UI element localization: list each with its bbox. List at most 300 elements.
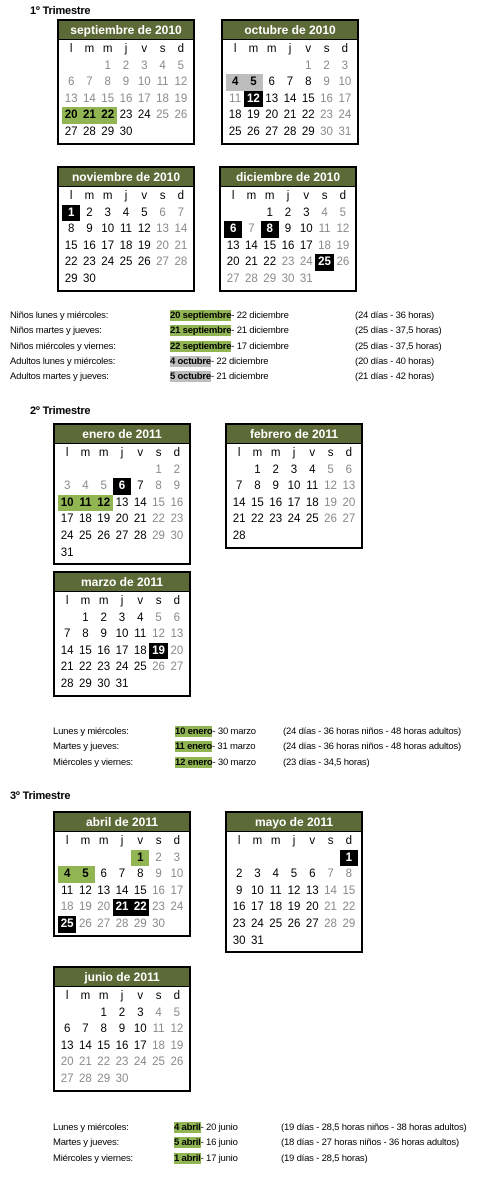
empty-day-cell xyxy=(58,1005,76,1022)
day-cell: 19 xyxy=(79,901,92,914)
schedule-row xyxy=(10,310,490,324)
weekday-header: j xyxy=(292,447,296,459)
day-cell: 6 xyxy=(309,868,316,881)
day-cell: 16 xyxy=(152,884,165,897)
day-cell: 20 xyxy=(265,109,279,122)
day-cell: 17 xyxy=(137,92,151,105)
day-cell: 5 xyxy=(290,868,298,881)
day-cell: 18 xyxy=(156,92,169,105)
day-cell: 12 xyxy=(95,495,113,512)
day-cell: 9 xyxy=(284,223,292,236)
section-title-3: 3º Trimestre xyxy=(10,790,71,802)
weekday-header: m xyxy=(80,835,91,847)
day-cell: 31 xyxy=(60,546,74,559)
day-cell: 24 xyxy=(137,109,151,122)
day-cell: 24 xyxy=(299,256,313,269)
day-cell: 14 xyxy=(79,1039,92,1052)
schedule-label: Martes y jueves: xyxy=(53,1137,119,1149)
day-cell: 12 xyxy=(79,884,92,897)
day-cell: 7 xyxy=(63,628,71,641)
calendar-title: octubre de 2010 xyxy=(223,21,357,40)
schedule-range xyxy=(174,1122,238,1133)
calendar-grid xyxy=(55,592,189,695)
weekday-header: v xyxy=(137,835,144,847)
schedule-row xyxy=(53,1153,504,1167)
day-cell: 11 xyxy=(120,223,132,236)
day-cell: 28 xyxy=(324,917,337,930)
day-cell: 11 xyxy=(269,884,282,897)
day-cell: 27 xyxy=(305,917,319,930)
day-cell: 7 xyxy=(286,76,294,89)
day-cell: 9 xyxy=(86,223,93,236)
day-cell: 19 xyxy=(247,109,260,122)
empty-day-cell xyxy=(242,205,260,222)
weekday-header: j xyxy=(292,835,296,847)
day-cell: 3 xyxy=(141,59,148,72)
day-cell: 7 xyxy=(177,206,185,219)
weekday-header: m xyxy=(266,43,277,55)
day-cell: 24 xyxy=(101,256,115,269)
day-cell: 26 xyxy=(324,513,337,526)
end-date: - 30 marzo xyxy=(212,756,256,768)
day-cell: 8 xyxy=(137,868,144,881)
day-cell: 23 xyxy=(119,109,133,122)
day-cell: 27 xyxy=(115,529,129,542)
day-cell: 14 xyxy=(115,884,129,897)
weekday-header: s xyxy=(321,190,328,202)
day-cell: 18 xyxy=(318,239,331,252)
day-cell: 12 xyxy=(152,628,165,641)
day-cell: 10 xyxy=(170,868,184,881)
schedule-row xyxy=(53,1122,504,1136)
day-cell: 31 xyxy=(299,272,313,285)
weekday-header: l xyxy=(69,190,73,202)
weekday-header: v xyxy=(309,447,316,459)
day-cell: 26 xyxy=(170,1056,184,1069)
day-cell: 13 xyxy=(97,884,111,897)
day-cell: 30 xyxy=(232,934,246,947)
schedule-note: (24 días - 36 horas) xyxy=(355,310,434,321)
day-cell: 19 xyxy=(137,239,151,252)
day-cell: 29 xyxy=(342,917,356,930)
day-cell: 11 xyxy=(318,223,331,236)
weekday-header: m xyxy=(252,835,263,847)
calendar-grid xyxy=(221,187,355,290)
empty-day-cell xyxy=(58,610,76,627)
empty-day-cell xyxy=(58,850,76,867)
calendar-grid xyxy=(227,832,361,951)
start-date-highlight: 12 enero xyxy=(175,756,213,768)
day-cell: 25 xyxy=(269,917,283,930)
day-cell: 2 xyxy=(118,1006,126,1019)
day-cell: 16 xyxy=(115,1039,129,1052)
day-cell: 4 xyxy=(137,611,144,624)
day-cell: 11 xyxy=(61,884,74,897)
day-cell: 7 xyxy=(235,480,243,493)
calendar-title: febrero de 2011 xyxy=(227,425,361,444)
day-cell: 12 xyxy=(287,884,301,897)
weekday-header: m xyxy=(246,190,257,202)
weekday-header: j xyxy=(120,990,124,1002)
day-cell: 2 xyxy=(155,851,162,864)
day-cell: 15 xyxy=(301,92,315,105)
weekday-header: j xyxy=(124,190,128,202)
weekday-header: v xyxy=(309,835,316,847)
day-cell: 13 xyxy=(226,239,240,252)
section-title-1: 1º Trimestre xyxy=(30,5,91,17)
day-cell: 15 xyxy=(101,92,115,105)
day-cell: 29 xyxy=(301,125,315,138)
day-cell: 4 xyxy=(321,206,328,219)
day-cell: 14 xyxy=(133,496,147,509)
weekday-header: v xyxy=(305,43,312,55)
day-cell: 18 xyxy=(269,901,283,914)
day-cell: 29 xyxy=(101,125,115,138)
schedule-range xyxy=(170,310,289,321)
day-cell: 22 xyxy=(99,107,117,124)
day-cell: 3 xyxy=(303,206,310,219)
day-cell: 22 xyxy=(263,256,277,269)
day-cell: 2 xyxy=(173,463,181,476)
day-cell: 24 xyxy=(133,1056,147,1069)
day-cell: 19 xyxy=(287,901,301,914)
day-cell: 21 xyxy=(245,256,258,269)
day-cell: 22 xyxy=(79,661,92,674)
day-cell: 2 xyxy=(235,868,243,881)
day-cell: 9 xyxy=(235,884,243,897)
day-cell: 3 xyxy=(63,480,71,493)
day-cell: 27 xyxy=(342,513,356,526)
day-cell: 24 xyxy=(115,661,129,674)
day-cell: 20 xyxy=(62,107,80,124)
day-cell: 1 xyxy=(131,850,149,867)
day-cell: 23 xyxy=(320,109,333,122)
day-cell: 4 xyxy=(309,463,316,476)
day-cell: 2 xyxy=(100,611,107,624)
day-cell: 29 xyxy=(133,917,147,930)
day-cell: 17 xyxy=(60,513,74,526)
weekday-header: s xyxy=(323,43,330,55)
empty-day-cell xyxy=(95,462,113,479)
day-cell: 20 xyxy=(97,901,111,914)
empty-day-cell xyxy=(303,850,321,867)
day-cell: 7 xyxy=(137,480,144,493)
weekday-header: d xyxy=(173,447,181,459)
day-cell: 18 xyxy=(152,1039,165,1052)
day-cell: 26 xyxy=(287,917,301,930)
day-cell: 26 xyxy=(336,256,350,269)
weekday-header: m xyxy=(264,190,275,202)
day-cell: 3 xyxy=(118,611,126,624)
day-cell: 11 xyxy=(229,92,242,105)
day-cell: 21 xyxy=(60,661,74,674)
day-cell: 9 xyxy=(272,480,279,493)
day-cell: 8 xyxy=(254,480,261,493)
day-cell: 12 xyxy=(324,480,337,493)
weekday-header: s xyxy=(155,595,162,607)
calendar-junio-2011 xyxy=(53,966,191,1092)
schedule-label: Adultos lunes y miércoles: xyxy=(10,355,116,367)
weekday-header: d xyxy=(345,447,353,459)
schedule-range xyxy=(170,325,289,336)
weekday-header: d xyxy=(177,190,185,202)
day-cell: 10 xyxy=(251,884,264,897)
day-cell: 27 xyxy=(64,125,78,138)
empty-day-cell xyxy=(62,58,80,75)
schedule-row xyxy=(53,726,504,740)
weekday-header: d xyxy=(173,990,181,1002)
weekday-header: s xyxy=(159,190,166,202)
day-cell: 2 xyxy=(122,59,130,72)
day-cell: 14 xyxy=(60,644,74,657)
calendar-grid xyxy=(223,40,357,143)
weekday-header: j xyxy=(124,43,128,55)
day-cell: 31 xyxy=(115,677,129,690)
empty-day-cell xyxy=(244,58,262,75)
empty-day-cell xyxy=(321,850,339,867)
day-cell: 12 xyxy=(170,1023,184,1036)
empty-day-cell xyxy=(226,58,244,75)
calendar-enero-2011 xyxy=(53,423,191,565)
day-cell: 25 xyxy=(305,513,319,526)
schedule-label: Lunes y miércoles: xyxy=(53,726,129,737)
day-cell: 7 xyxy=(82,1023,89,1036)
schedule-row xyxy=(10,325,490,339)
day-cell: 5 xyxy=(100,480,107,493)
weekday-header: l xyxy=(237,835,241,847)
day-cell: 10 xyxy=(58,495,76,512)
day-cell: 4 xyxy=(272,868,279,881)
end-date: - 17 junio xyxy=(200,1152,238,1164)
day-cell: 28 xyxy=(83,125,96,138)
day-cell: 27 xyxy=(156,256,169,269)
day-cell: 23 xyxy=(281,256,295,269)
end-date: - 30 marzo xyxy=(212,726,256,737)
calendar-febrero-2011 xyxy=(225,423,363,549)
day-cell: 16 xyxy=(281,239,295,252)
day-cell: 21 xyxy=(79,1056,92,1069)
day-cell: 27 xyxy=(226,272,240,285)
end-date: - 31 marzo xyxy=(211,741,256,753)
day-cell: 14 xyxy=(283,92,297,105)
weekday-header: j xyxy=(288,43,292,55)
day-cell: 5 xyxy=(177,59,185,72)
calendar-mayo-2011 xyxy=(225,811,363,953)
day-cell: 21 xyxy=(133,513,147,526)
day-cell: 4 xyxy=(155,1006,162,1019)
weekday-header: s xyxy=(155,990,162,1002)
schedule-note: (24 días - 36 horas niños - 48 horas adultos) xyxy=(283,741,461,753)
day-cell: 20 xyxy=(60,1056,74,1069)
day-cell: 16 xyxy=(269,496,283,509)
day-cell: 30 xyxy=(152,917,165,930)
schedule-label: Niños miércoles y viernes: xyxy=(10,340,116,352)
schedule-label: Niños martes y jueves: xyxy=(10,325,102,337)
day-cell: 1 xyxy=(104,59,111,72)
day-cell: 8 xyxy=(104,76,111,89)
day-cell: 21 xyxy=(283,109,297,122)
day-cell: 13 xyxy=(305,884,319,897)
weekday-header: m xyxy=(80,447,91,459)
day-cell: 21 xyxy=(174,239,188,252)
day-cell: 12 xyxy=(137,223,151,236)
schedule-note: (19 días - 28,5 horas) xyxy=(281,1152,368,1164)
weekday-header: m xyxy=(248,43,259,55)
day-cell: 10 xyxy=(287,480,301,493)
day-cell: 29 xyxy=(97,1072,111,1085)
day-cell: 29 xyxy=(152,529,165,542)
day-cell: 16 xyxy=(119,92,133,105)
weekday-header: m xyxy=(98,990,109,1002)
day-cell: 8 xyxy=(261,221,279,238)
schedule-row xyxy=(10,356,490,370)
day-cell: 4 xyxy=(58,866,76,883)
empty-day-cell xyxy=(281,58,299,75)
calendar-grid xyxy=(55,444,189,563)
day-cell: 25 xyxy=(133,661,147,674)
day-cell: 20 xyxy=(226,256,240,269)
schedule-range xyxy=(175,757,256,768)
schedule-label: Miércoles y viernes: xyxy=(53,756,133,768)
day-cell: 15 xyxy=(97,1039,111,1052)
day-cell: 30 xyxy=(97,677,111,690)
day-cell: 6 xyxy=(63,1023,71,1036)
day-cell: 1 xyxy=(155,463,162,476)
day-cell: 15 xyxy=(342,884,356,897)
empty-day-cell xyxy=(263,58,281,75)
day-cell: 15 xyxy=(133,884,147,897)
empty-day-cell xyxy=(76,462,94,479)
end-date: - 16 junio xyxy=(200,1137,238,1149)
day-cell: 8 xyxy=(82,628,89,641)
empty-day-cell xyxy=(95,850,113,867)
schedule-row xyxy=(10,341,490,355)
day-cell: 30 xyxy=(119,125,133,138)
end-date: - 21 diciembre xyxy=(231,325,289,337)
day-cell: 15 xyxy=(64,239,78,252)
weekday-header: m xyxy=(84,190,95,202)
day-cell: 26 xyxy=(247,125,260,138)
weekday-header: d xyxy=(345,835,353,847)
day-cell: 28 xyxy=(245,272,258,285)
weekday-header: d xyxy=(341,43,349,55)
day-cell: 11 xyxy=(152,1023,165,1036)
start-date-highlight: 5 octubre xyxy=(170,371,211,383)
day-cell: 7 xyxy=(248,223,255,236)
day-cell: 9 xyxy=(323,76,330,89)
day-cell: 14 xyxy=(83,92,96,105)
weekday-header: l xyxy=(65,835,69,847)
end-date: - 20 junio xyxy=(200,1122,238,1133)
day-cell: 29 xyxy=(263,272,277,285)
empty-day-cell xyxy=(113,462,131,479)
empty-day-cell xyxy=(80,58,98,75)
weekday-header: s xyxy=(159,43,166,55)
calendar-title: diciembre de 2010 xyxy=(221,168,355,187)
day-cell: 28 xyxy=(79,1072,92,1085)
calendar-grid xyxy=(59,187,193,290)
schedule-label: Miércoles y viernes: xyxy=(53,1152,133,1164)
day-cell: 11 xyxy=(134,628,147,641)
day-cell: 8 xyxy=(345,868,353,881)
schedule-note: (18 días - 27 horas niños - 36 horas adultos) xyxy=(281,1137,459,1149)
empty-day-cell xyxy=(230,462,248,479)
calendar-grid xyxy=(55,832,189,935)
day-cell: 13 xyxy=(342,480,356,493)
day-cell: 11 xyxy=(76,495,94,512)
day-cell: 9 xyxy=(155,868,162,881)
weekday-header: m xyxy=(80,595,91,607)
weekday-header: m xyxy=(252,447,263,459)
calendar-title: marzo de 2011 xyxy=(55,573,189,592)
day-cell: 20 xyxy=(342,496,356,509)
day-cell: 3 xyxy=(254,868,261,881)
day-cell: 2 xyxy=(323,59,330,72)
day-cell: 10 xyxy=(299,223,313,236)
day-cell: 19 xyxy=(174,92,188,105)
day-cell: 27 xyxy=(60,1072,74,1085)
day-cell: 13 xyxy=(265,92,279,105)
day-cell: 13 xyxy=(64,92,78,105)
empty-day-cell xyxy=(230,850,248,867)
calendar-grid xyxy=(55,987,189,1090)
weekday-header: v xyxy=(137,447,144,459)
day-cell: 23 xyxy=(152,901,165,914)
weekday-header: d xyxy=(173,835,181,847)
calendar-title: septiembre de 2010 xyxy=(59,21,193,40)
weekday-header: s xyxy=(155,835,162,847)
day-cell: 30 xyxy=(170,529,184,542)
day-cell: 30 xyxy=(115,1072,129,1085)
day-cell: 12 xyxy=(174,76,188,89)
day-cell: 27 xyxy=(265,125,279,138)
day-cell: 17 xyxy=(133,1039,147,1052)
day-cell: 22 xyxy=(152,513,165,526)
weekday-header: d xyxy=(339,190,347,202)
day-cell: 17 xyxy=(101,239,115,252)
weekday-header: m xyxy=(98,835,109,847)
calendar-title: mayo de 2011 xyxy=(227,813,361,832)
day-cell: 17 xyxy=(251,901,264,914)
day-cell: 28 xyxy=(232,529,246,542)
weekday-header: j xyxy=(120,835,124,847)
day-cell: 2 xyxy=(272,463,279,476)
day-cell: 12 xyxy=(336,223,350,236)
day-cell: 17 xyxy=(299,239,313,252)
day-cell: 4 xyxy=(226,74,244,91)
day-cell: 13 xyxy=(60,1039,74,1052)
day-cell: 22 xyxy=(301,109,315,122)
end-date: - 17 diciembre xyxy=(231,340,289,352)
day-cell: 21 xyxy=(324,901,337,914)
day-cell: 18 xyxy=(60,901,74,914)
weekday-header: m xyxy=(98,447,109,459)
day-cell: 11 xyxy=(156,76,169,89)
start-date-highlight: 20 septiembre xyxy=(170,310,232,321)
day-cell: 25 xyxy=(228,125,242,138)
day-cell: 10 xyxy=(338,76,352,89)
day-cell: 7 xyxy=(327,868,334,881)
calendar-marzo-2011 xyxy=(53,571,191,697)
day-cell: 16 xyxy=(83,239,96,252)
day-cell: 14 xyxy=(324,884,337,897)
day-cell: 28 xyxy=(115,917,129,930)
day-cell: 28 xyxy=(283,125,297,138)
day-cell: 5 xyxy=(244,74,262,91)
day-cell: 5 xyxy=(173,1006,181,1019)
day-cell: 23 xyxy=(115,1056,129,1069)
start-date-highlight: 4 abril xyxy=(174,1122,201,1133)
